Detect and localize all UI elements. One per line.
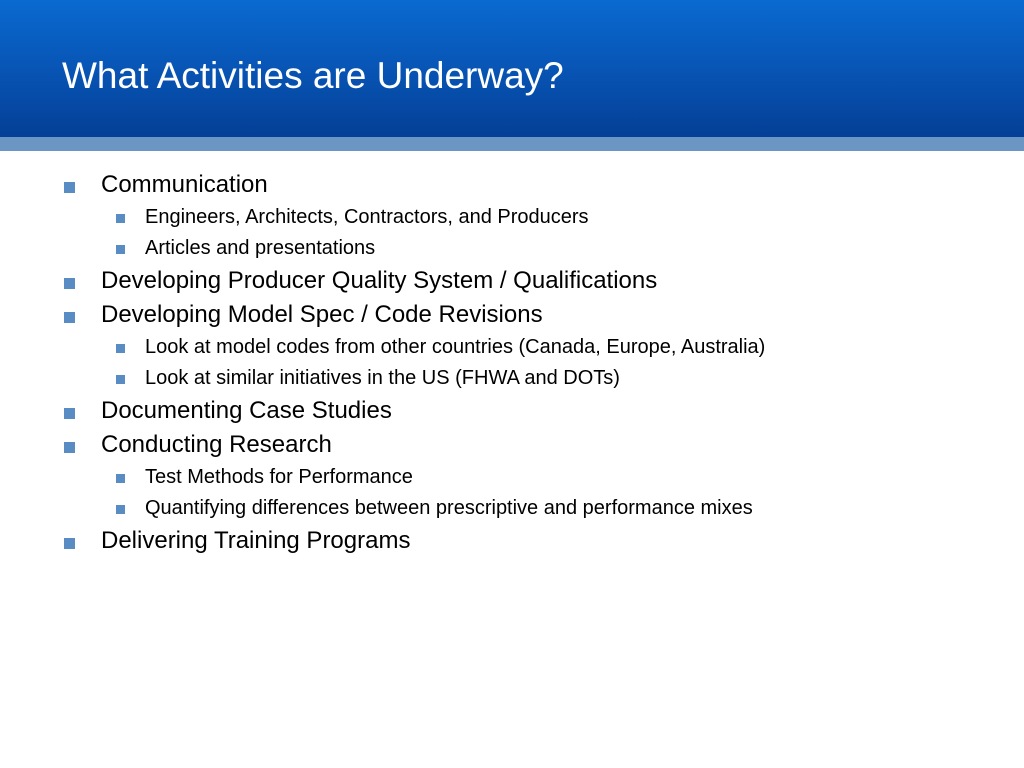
square-bullet-icon bbox=[116, 474, 125, 483]
square-bullet-icon bbox=[64, 538, 75, 549]
square-bullet-icon bbox=[64, 312, 75, 323]
slide-title: What Activities are Underway? bbox=[62, 55, 564, 96]
bullet-text: Engineers, Architects, Contractors, and Producers bbox=[145, 206, 589, 228]
bullet-item-model-spec bbox=[0, 298, 1024, 332]
square-bullet-icon bbox=[64, 182, 75, 193]
bullet-list bbox=[0, 168, 1024, 558]
accent-stripe bbox=[0, 137, 1024, 151]
bullet-text: Articles and presentations bbox=[145, 237, 376, 259]
square-bullet-icon bbox=[116, 214, 125, 223]
square-bullet-icon bbox=[116, 245, 125, 254]
bullet-text: Quantifying differences between prescriptive and performance mixes bbox=[145, 497, 753, 519]
sub-bullet-item-us-initiatives bbox=[0, 363, 1024, 394]
bullet-text: Communication bbox=[101, 171, 268, 198]
bullet-item-training bbox=[0, 524, 1024, 558]
square-bullet-icon bbox=[116, 505, 125, 514]
title-bar bbox=[0, 0, 1024, 137]
sub-bullet-item-test-methods bbox=[0, 462, 1024, 493]
sub-bullet-item-articles bbox=[0, 233, 1024, 264]
sub-bullet-item-engineers bbox=[0, 202, 1024, 233]
bullet-text: Look at model codes from other countries (Canada, Europe, Australia) bbox=[145, 336, 766, 358]
square-bullet-icon bbox=[64, 278, 75, 289]
bullet-item-communication bbox=[0, 168, 1024, 202]
bullet-item-research bbox=[0, 428, 1024, 462]
square-bullet-icon bbox=[64, 442, 75, 453]
square-bullet-icon bbox=[64, 408, 75, 419]
bullet-text: Conducting Research bbox=[101, 431, 332, 458]
bullet-text: Documenting Case Studies bbox=[101, 397, 392, 424]
bullet-text: Test Methods for Performance bbox=[145, 466, 413, 488]
bullet-text: Developing Model Spec / Code Revisions bbox=[101, 301, 543, 328]
bullet-text: Look at similar initiatives in the US (FHWA and DOTs) bbox=[145, 367, 620, 389]
square-bullet-icon bbox=[116, 375, 125, 384]
square-bullet-icon bbox=[116, 344, 125, 353]
bullet-item-producer-quality bbox=[0, 264, 1024, 298]
sub-bullet-item-model-codes bbox=[0, 332, 1024, 363]
bullet-text: Developing Producer Quality System / Qualifications bbox=[101, 267, 658, 294]
bullet-item-case-studies bbox=[0, 394, 1024, 428]
sub-bullet-item-quantifying bbox=[0, 493, 1024, 524]
bullet-text: Delivering Training Programs bbox=[101, 527, 411, 554]
